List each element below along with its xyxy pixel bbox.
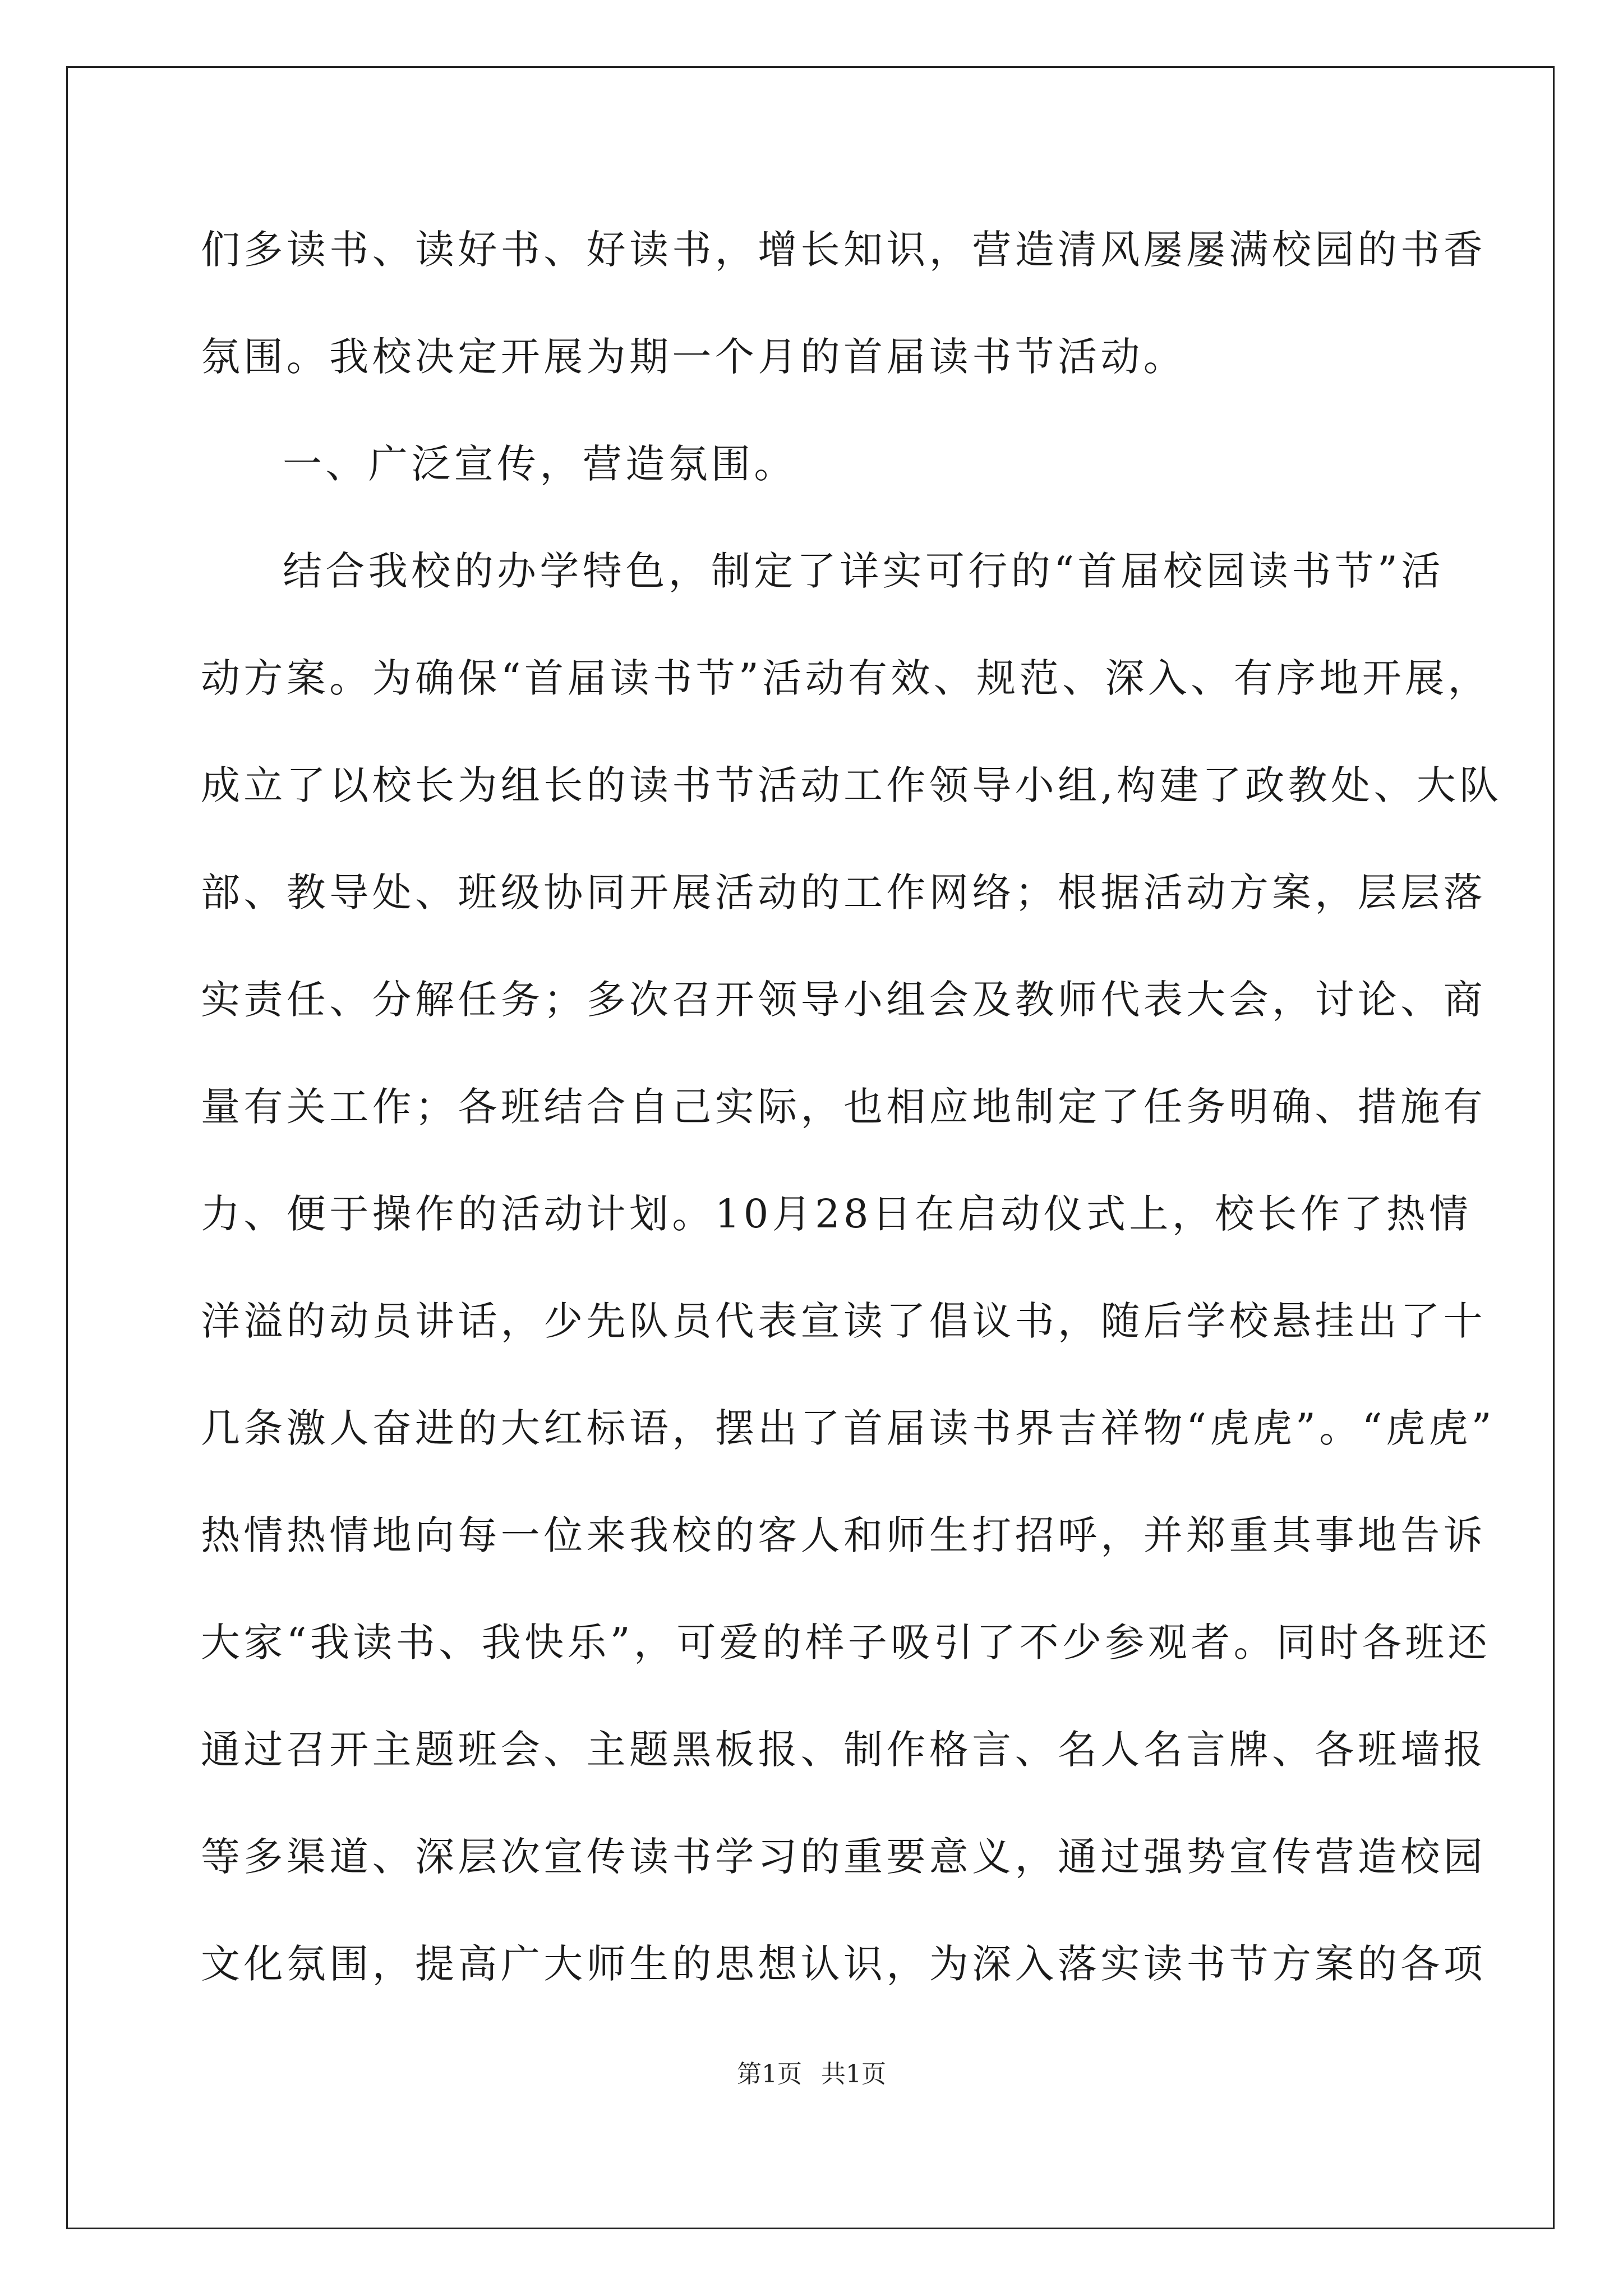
page-number-footer: 第1页 共1页 [737,2060,886,2088]
section-heading: 一、广泛宣传，营造氛围。 [283,441,797,487]
text-line: 热情热情地向每一位来我校的客人和师生打招呼，并郑重其事地告诉 [201,1512,1486,1558]
text-line: 等多渠道、深层次宣传读书学习的重要意义，通过强势宣传营造校园 [201,1834,1486,1880]
document-body [201,219,1502,2040]
text-line: 力、便于操作的活动计划。10月28日在启动仪式上，校长作了热情 [201,1191,1472,1237]
text-line: 氛围。我校决定开展为期一个月的首届读书节活动。 [201,334,1187,380]
text-line: 们多读书、读好书、好读书，增长知识，营造清风屡屡满校园的书香 [201,227,1486,273]
text-line: 几条激人奋进的大红标语，摆出了首届读书界吉祥物“虎虎”。“虎虎” [201,1405,1495,1451]
text-line: 结合我校的办学特色，制定了详实可行的“首届校园读书节”活 [283,548,1444,594]
text-line: 量有关工作；各班结合自己实际，也相应地制定了任务明确、措施有 [201,1084,1486,1130]
text-line: 大家“我读书、我快乐”，可爱的样子吸引了不少参观者。同时各班还 [201,1619,1491,1665]
text-line: 动方案。为确保“首届读书节”活动有效、规范、深入、有序地开展， [201,655,1491,701]
text-line: 洋溢的动员讲话，少先队员代表宣读了倡议书，随后学校悬挂出了十 [201,1298,1486,1344]
text-line: 部、教导处、班级协同开展活动的工作网络；根据活动方案，层层落 [201,869,1486,915]
text-line: 成立了以校长为组长的读书节活动工作领导小组,构建了政教处、大队 [201,762,1502,808]
text-line: 文化氛围，提高广大师生的思想认识，为深入落实读书节方案的各项 [201,1941,1486,1987]
text-line: 通过召开主题班会、主题黑板报、制作格言、名人名言牌、各班墙报 [201,1727,1486,1773]
text-line: 实责任、分解任务；多次召开领导小组会及教师代表大会，讨论、商 [201,977,1486,1023]
